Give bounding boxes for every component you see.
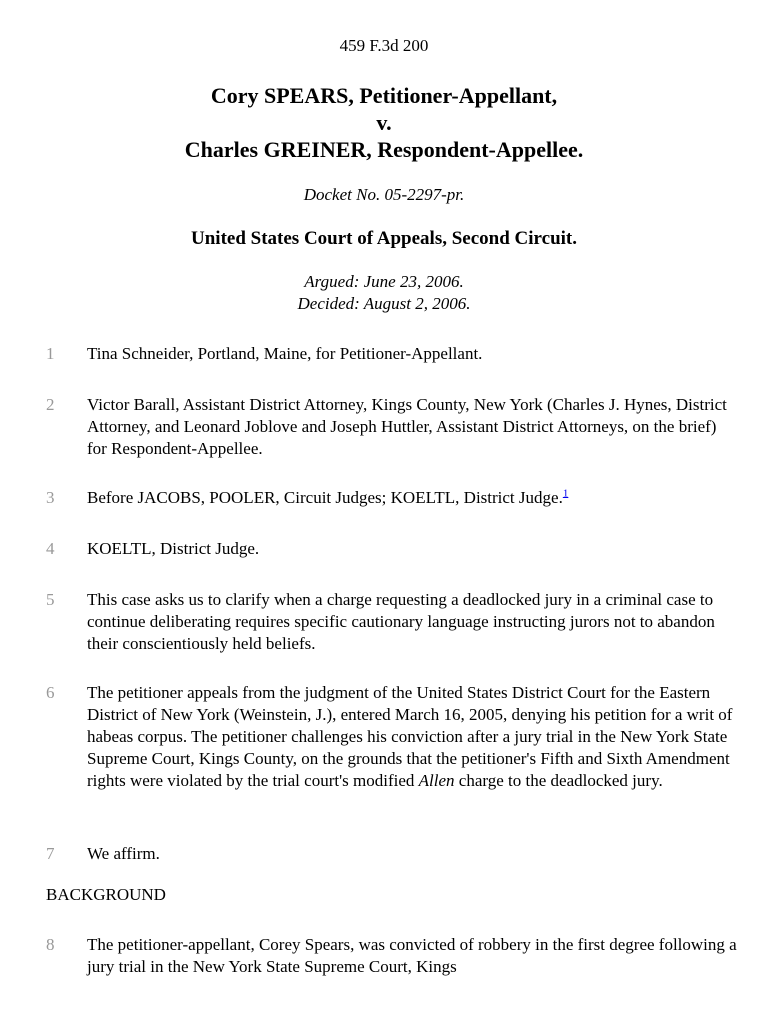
argued-date: Argued: June 23, 2006.	[304, 272, 464, 291]
paragraph-number: 3	[46, 488, 55, 507]
docket-number: Docket No. 05-2297-pr.	[303, 185, 465, 204]
paragraph-number: 2	[46, 395, 55, 414]
paragraph-text: Victor Barall, Assistant District Attorney, Kings County, New York (Charles J. Hynes, District Attorney, and Leonard Joblove and Joseph Huttler, Assistant District Attorneys, on the brief) for Respondent-Appellee.	[87, 395, 727, 458]
court-name: United States Court of Appeals, Second Circuit.	[191, 228, 577, 249]
case-title	[0, 82, 768, 163]
section-heading: BACKGROUND	[46, 885, 166, 904]
case-dates	[0, 271, 768, 315]
paragraph-number: 6	[46, 683, 55, 702]
paragraph-text	[87, 487, 737, 509]
paragraph-number: 4	[46, 539, 55, 558]
paragraph-text: We affirm.	[87, 844, 160, 863]
panel-text: Before JACOBS, POOLER, Circuit Judges; KOELTL, District Judge.	[87, 488, 563, 507]
paragraph-text	[87, 682, 737, 792]
paragraph-number: 8	[46, 935, 55, 954]
paragraph-text: The petitioner-appellant, Corey Spears, was convicted of robbery in the first degree following a jury trial in the New York State Supreme Court, Kings	[87, 935, 737, 976]
footnote-link[interactable]: 1	[562, 487, 569, 500]
respondent-line: Charles GREINER, Respondent-Appellee.	[184, 137, 584, 162]
paragraph-text: This case asks us to clarify when a charge requesting a deadlocked jury in a criminal case to continue deliberating requires specific cautionary language instructing jurors not to abandon their conscientiously held beliefs.	[87, 590, 715, 653]
case-citation: 459 F.3d 200	[339, 36, 429, 55]
paragraph-number: 1	[46, 344, 55, 363]
versus-line: v.	[376, 110, 392, 135]
decided-date: Decided: August 2, 2006.	[297, 294, 471, 313]
paragraph-text: KOELTL, District Judge.	[87, 539, 260, 558]
paragraph-number: 7	[46, 844, 55, 863]
paragraph-text-end: charge to the deadlocked jury.	[454, 771, 663, 790]
paragraph-number: 5	[46, 590, 55, 609]
case-name-italic: Allen	[418, 771, 455, 790]
petitioner-line: Cory SPEARS, Petitioner-Appellant,	[210, 83, 558, 108]
paragraph-text: Tina Schneider, Portland, Maine, for Petitioner-Appellant.	[87, 344, 483, 363]
paragraph-text-main: The petitioner appeals from the judgment of the United States District Court for the Eastern District of New York (Weinstein, J.), entered March 16, 2005, denying his petition for a writ of habeas corpus. The petitioner challenges his conviction after a jury trial in the New York State Supreme Court, Kings County, on the grounds that the petitioner's Fifth and Sixth Amendment rights were violated by the trial court's modified	[87, 683, 733, 790]
